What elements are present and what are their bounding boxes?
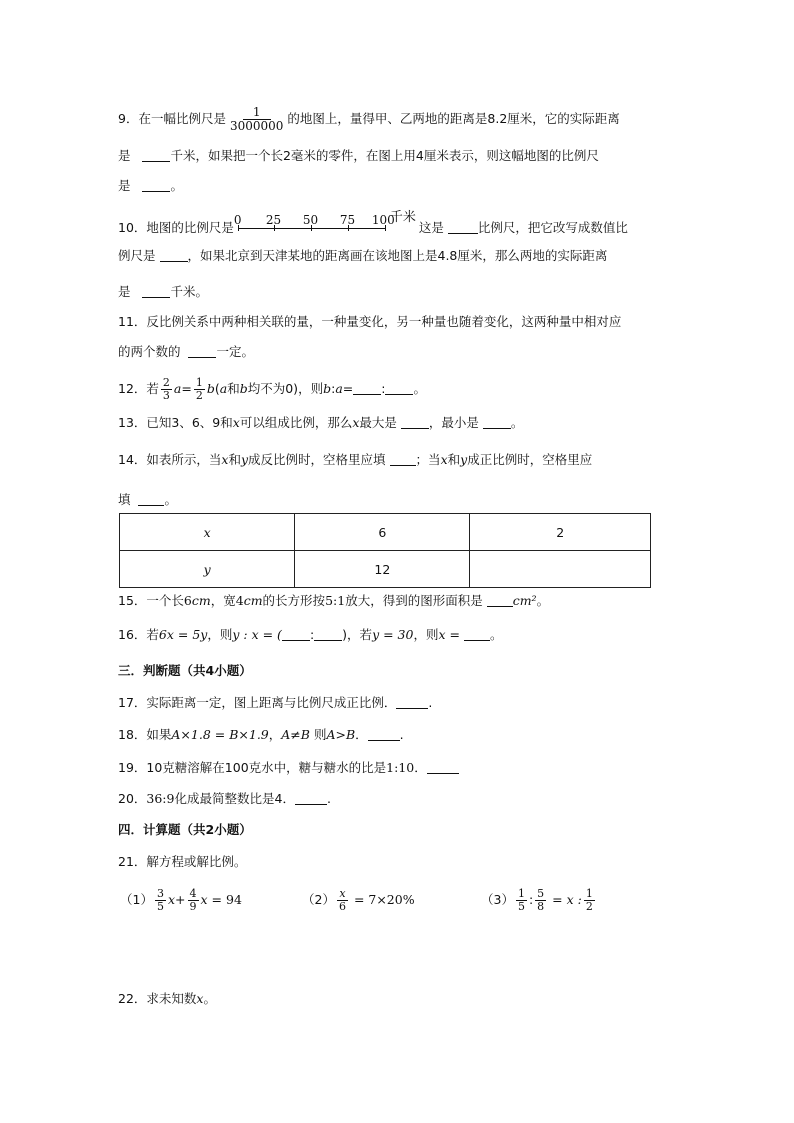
scale-fraction: $\frac{1}{3000000}$ xyxy=(229,105,284,133)
answer-blank[interactable] xyxy=(314,626,342,641)
question-16: 16．若6x = 5y，则y : x = ( : )，若y = 30，则x = 。 xyxy=(118,627,503,642)
answer-blank[interactable] xyxy=(188,343,216,358)
question-9-line-3: 是 。 xyxy=(118,178,183,193)
question-15: 15．一个长6cm，宽4cm的长方形按5:1放大，得到的图形面积是 cm²。 xyxy=(118,593,550,608)
answer-blank[interactable] xyxy=(295,790,327,805)
answer-blank[interactable] xyxy=(353,380,381,395)
section-heading-judgement: 三．判断题（共4小题） xyxy=(118,663,252,678)
fraction: $\frac{1}{2}$ xyxy=(585,887,593,913)
question-14-line-1: 14．如表所示，当x和y成反比例时，空格里应填 ；当x和y成正比例时，空格里应 xyxy=(118,452,593,467)
answer-blank[interactable] xyxy=(385,380,413,395)
question-21-title: 21．解方程或解比例。 xyxy=(118,854,247,869)
fraction: $\frac{x}{6}$ xyxy=(338,887,346,913)
fraction: $\frac{1}{2}$ xyxy=(195,376,203,402)
scale-unit: 千米 xyxy=(389,210,416,225)
question-12: 12．若 $\frac{2}{3}$ a= $\frac{1}{2}$ b(a和b均不为0)，则b:a= : 。 xyxy=(118,376,426,402)
answer-blank[interactable] xyxy=(142,177,170,192)
proportion-table xyxy=(119,513,651,588)
fraction: $\frac{5}{8}$ xyxy=(537,887,545,913)
line-scale-bar xyxy=(233,210,419,238)
answer-blank[interactable] xyxy=(396,694,428,709)
scale-label: 0 xyxy=(233,213,242,227)
table-row xyxy=(120,551,651,588)
answer-blank[interactable] xyxy=(448,219,478,234)
question-19: 19．10克糖溶解在100克水中，糖与糖水的比是1:10． xyxy=(118,758,459,778)
question-11-line-1: 11．反比例关系中两种相关联的量，一种量变化，另一种量也随着变化，这两种量中相对应 xyxy=(118,314,622,329)
fraction: $\frac{4}{9}$ xyxy=(189,887,197,913)
answer-blank[interactable] xyxy=(282,626,310,641)
table-cell: x xyxy=(120,514,295,551)
answer-blank[interactable] xyxy=(368,726,400,741)
answer-blank[interactable] xyxy=(142,147,170,162)
answer-blank[interactable] xyxy=(160,247,188,262)
question-10-line-1: 10．地图的比例尺是 0 25 50 75 100 千米 这是 比例尺，把它改写成数值比 xyxy=(118,216,628,238)
section-heading-calculation: 四．计算题（共2小题） xyxy=(118,822,252,837)
table-cell-blank[interactable] xyxy=(470,551,651,588)
table-cell: 2 xyxy=(470,514,651,551)
table-cell: 12 xyxy=(295,551,470,588)
scale-label: 100 xyxy=(371,213,395,227)
question-17: 17．实际距离一定，图上距离与比例尺成正比例． . xyxy=(118,695,433,710)
answer-blank[interactable] xyxy=(142,283,170,298)
question-22: 22．求未知数x。 xyxy=(118,991,216,1006)
answer-blank[interactable] xyxy=(483,414,511,429)
question-20: 20．36:9化成最简整数比是4． . xyxy=(118,791,331,806)
question-11-line-2: 的两个数的 一定。 xyxy=(118,344,254,359)
question-21-equation-3: （3） $\frac{1}{5}$ : $\frac{5}{8}$ = x : $\frac{1}{2}$ xyxy=(481,887,593,913)
answer-blank[interactable] xyxy=(401,414,429,429)
table-cell: y xyxy=(120,551,295,588)
answer-blank[interactable] xyxy=(390,451,416,466)
fraction: $\frac{3}{5}$ xyxy=(156,887,164,913)
question-9-line-1: 9．在一幅比例尺是 $\frac{1}{3000000}$ 的地图上，量得甲、乙两地的距离是8.2厘米，它的实际距离 xyxy=(118,105,620,133)
scale-label: 25 xyxy=(265,213,282,227)
table-cell: 6 xyxy=(295,514,470,551)
question-9-line-2: 是 千米，如果把一个长2毫米的零件，在图上用4厘米表示，则这幅地图的比例尺 xyxy=(118,148,599,163)
question-10-line-2: 例尺是 ，如果北京到天津某地的距离画在该地图上是4.8厘米，那么两地的实际距离 xyxy=(118,248,608,263)
fraction: $\frac{1}{5}$ xyxy=(517,887,525,913)
question-21-equation-2: （2） $\frac{x}{6}$ = 7×20% xyxy=(302,887,415,913)
answer-blank[interactable] xyxy=(464,626,490,641)
question-13: 13．已知3、6、9和x可以组成比例，那么x最大是 ，最小是 。 xyxy=(118,415,524,430)
scale-label: 50 xyxy=(302,213,319,227)
answer-blank[interactable] xyxy=(138,491,164,506)
question-10-line-3: 是 千米。 xyxy=(118,284,208,299)
fraction: $\frac{2}{3}$ xyxy=(162,376,170,402)
scale-label: 75 xyxy=(339,213,356,227)
answer-blank[interactable] xyxy=(487,592,513,607)
question-14-line-2: 填 。 xyxy=(118,492,177,507)
question-18: 18．如果A×1.8 = B×1.9，A≠B 则A>B． . xyxy=(118,727,404,742)
table-row xyxy=(120,514,651,551)
answer-blank[interactable] xyxy=(427,759,459,774)
question-21-equation-1: （1） $\frac{3}{5}$ x+ $\frac{4}{9}$ x = 94 xyxy=(120,887,242,913)
